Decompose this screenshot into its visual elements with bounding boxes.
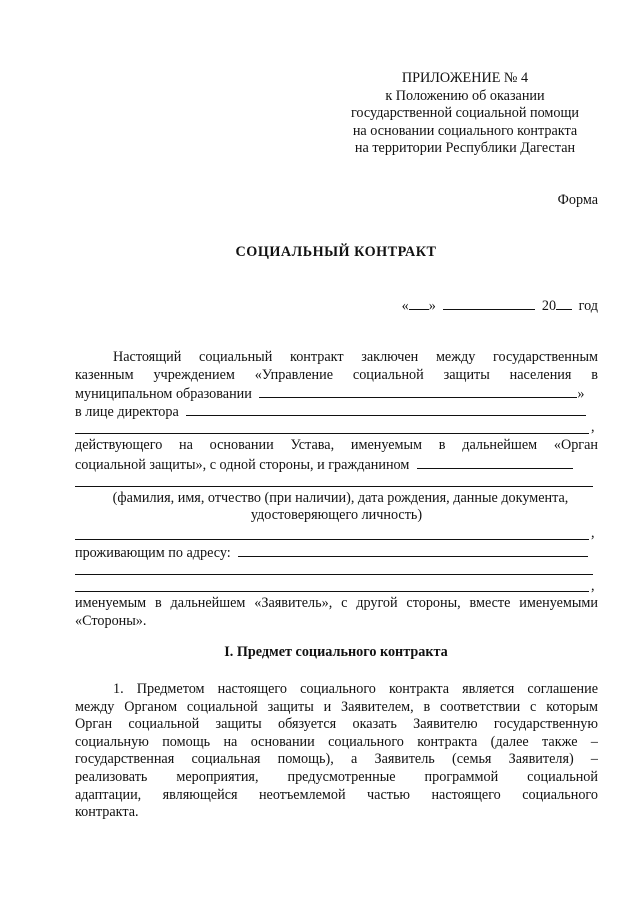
comma: , [591,419,595,436]
closing-quote: » [577,386,585,403]
clause-line: Орган социальной защиты обязуется оказать Заявителю государственную [75,716,598,733]
clause-line: 1. Предметом настоящего социального контракта является соглашение [113,681,598,697]
date-open-quote: « [401,298,409,314]
blank-underline [75,433,589,434]
citizen-label: социальной защиты», с одной стороны, и гражданином [75,456,410,473]
blank-rule [75,560,598,578]
day-blank [409,296,429,310]
blank-rule [75,419,598,437]
intro-line [75,402,598,420]
caption-line: удостоверяющего личность) [250,507,423,524]
director-blank [186,402,586,416]
address-label: проживающим по адресу: [75,544,231,561]
caption-line: (фамилия, имя, отчество (при наличии), дата рождения, данные документа, [112,489,569,506]
date-line [402,296,598,316]
date-close-quote: » [428,298,436,314]
year-blank [556,296,572,310]
blank-rule [75,525,598,543]
clause-paragraph [75,681,598,822]
intro-line [75,384,598,402]
form-label: Форма [557,192,598,208]
intro-line: именуемым в дальнейшем «Заявитель», с другой стороны, вместе именуемыми [75,595,598,612]
intro-line: «Стороны». [75,612,147,629]
clause-line: государственная социальная помощь), а Заявитель (семья Заявителя) – [75,751,598,768]
municipality-blank [259,384,577,398]
appendix-header [330,70,600,158]
blank-underline [75,574,593,575]
blank-underline [75,486,593,487]
year-prefix: 20 [541,298,557,314]
appendix-line: государственной социальной помощи [350,105,580,122]
comma: , [591,524,595,541]
clause-line: реализовать мероприятия, предусмотренные программой социальной [75,768,598,785]
year-word: год [578,298,598,314]
appendix-line: на основании социального контракта [352,122,578,139]
section-heading: I. Предмет социального контракта [224,644,448,660]
intro-line: действующего на основании Устава, именуемым в дальнейшем «Орган [75,436,598,453]
clause-line: адаптации, являющейся неотъемлемой частью настоящего социального [75,786,598,803]
blank-rule [75,472,598,490]
clause-line: социальную помощь на основании социального контракта (далее также – [75,733,598,750]
clause-line: контракта. [75,804,139,821]
municipality-label: муниципальном образовании [75,386,252,403]
blank-underline [75,539,589,540]
intro-line [75,455,598,473]
citizen-blank [417,455,573,469]
clause-line: между Органом социальной защиты и Заявителем, в соответствии с которым [75,698,598,715]
director-label: в лице директора [75,403,179,420]
month-blank [443,296,535,310]
appendix-number: ПРИЛОЖЕНИЕ № 4 [401,70,529,86]
comma: , [591,577,595,594]
document-title: СОЦИАЛЬНЫЙ КОНТРАКТ [235,244,437,260]
intro-line: казенным учреждением «Управление социальной защиты населения в [75,366,598,383]
blank-rule [75,578,598,596]
address-blank [238,543,588,557]
intro-paragraph [75,349,598,631]
appendix-line: на территории Республики Дагестан [354,140,576,157]
appendix-line: к Положению об оказании [385,87,545,104]
blank-underline [75,591,589,592]
intro-line: Настоящий социальный контракт заключен между государственным [113,349,598,365]
intro-line [75,543,598,561]
